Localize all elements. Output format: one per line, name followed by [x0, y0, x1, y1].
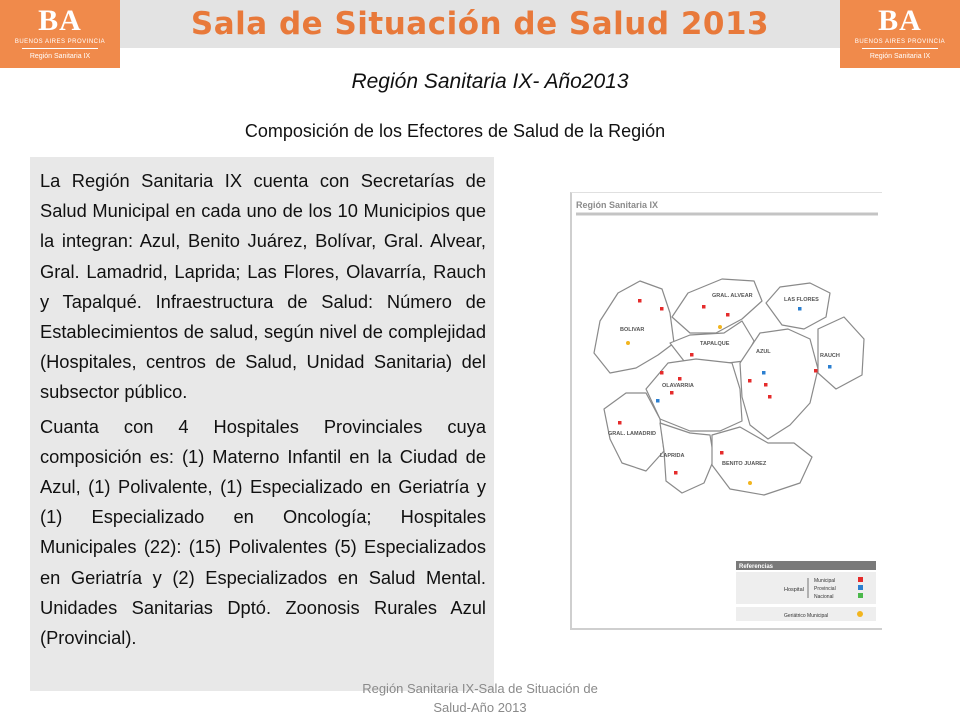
logo-mark: BA [38, 4, 82, 37]
marker-provincial [762, 371, 766, 375]
subtitle: Región Sanitaria IX- Año2013 [351, 70, 629, 93]
district-las-flores [766, 283, 830, 329]
marker-municipal [670, 391, 674, 395]
marker-municipal [674, 471, 678, 475]
legend-geriatrico: Geriátrico Municipal [784, 613, 829, 619]
paragraph-1: La Región Sanitaria IX cuenta con Secretarías de Salud Municipal en cada uno de los 10 Municipios que la integran: Azul, Benito Juárez, Bolívar, Gral. Alvear, Gral. Lamadrid, Laprida; Las Flores, Olavarría, Rauch y Tapalqué. Infraestructura de Salud: Número de Establecimientos de salud, según nivel de complejidad (Hospitales, centros de Salud, Unidad Sanitaria) del subsector público. [40, 170, 486, 403]
legend-nacional-swatch [858, 593, 863, 598]
footer [330, 679, 630, 717]
legend-provincial-swatch [858, 585, 863, 590]
marker-provincial [828, 365, 832, 369]
legend-municipal: Municipal [814, 578, 836, 584]
map-title: Región Sanitaria IX [576, 200, 659, 210]
marker-geriatrico [626, 341, 630, 345]
district-gral-alvear [672, 279, 762, 333]
marker-municipal [764, 383, 768, 387]
label-las-flores: LAS FLORES [784, 297, 819, 303]
logo-divider [22, 48, 98, 49]
logo-province: BUENOS AIRES PROVINCIA [14, 39, 106, 45]
logo-region: Región Sanitaria IX [869, 53, 931, 60]
label-rauch: RAUCH [820, 353, 840, 359]
page-title: Sala de Situación de Salud 2013 [190, 6, 770, 42]
logo-region: Región Sanitaria IX [29, 53, 91, 60]
marker-geriatrico [718, 325, 722, 329]
marker-municipal [748, 379, 752, 383]
marker-municipal [638, 299, 642, 303]
label-olavarria: OLAVARRIA [662, 383, 694, 389]
marker-municipal [678, 377, 682, 381]
district-azul [740, 329, 818, 439]
legend-provincial: Provincial [814, 586, 836, 592]
marker-geriatrico [748, 481, 752, 485]
label-tapalque: TAPALQUE [700, 341, 730, 347]
legend-nacional: Nacional [814, 594, 834, 600]
label-gral-alvear: GRAL. ALVEAR [712, 293, 753, 299]
logo-province: BUENOS AIRES PROVINCIA [854, 39, 946, 45]
marker-municipal [720, 451, 724, 455]
label-bolivar: BOLIVAR [620, 327, 645, 333]
marker-municipal [814, 369, 818, 373]
marker-municipal [618, 421, 622, 425]
region-map-svg [572, 193, 882, 629]
marker-municipal [660, 307, 664, 311]
ba-logo-left [0, 0, 120, 68]
marker-provincial [656, 399, 660, 403]
legend-hospital-label: Hospital [784, 587, 804, 593]
marker-municipal [660, 371, 664, 375]
marker-provincial [798, 307, 802, 311]
marker-municipal [768, 395, 772, 399]
section-heading: Composición de los Efectores de Salud de la Región [244, 121, 666, 141]
marker-municipal [690, 353, 694, 357]
marker-municipal [702, 305, 706, 309]
ba-logo-right [840, 0, 960, 68]
label-benito-juarez: BENITO JUAREZ [722, 461, 767, 467]
region-map [570, 192, 882, 630]
footer-line-2: Salud-Año 2013 [433, 700, 527, 715]
logo-mark: BA [878, 4, 922, 37]
legend-hospital-box [736, 572, 876, 604]
logo-divider [862, 48, 938, 49]
label-laprida: LAPRIDA [660, 453, 685, 459]
footer-line-1: Región Sanitaria IX-Sala de Situación de [362, 681, 598, 696]
text-box [30, 157, 494, 691]
legend-title: Referencias [739, 564, 774, 570]
map-legend [736, 561, 876, 621]
legend-municipal-swatch [858, 577, 863, 582]
paragraph-2: Cuanta con 4 Hospitales Provinciales cuya composición es: (1) Materno Infantil en la Ciudad de Azul, (1) Polivalente, (1) Especializado en Geriatría y (1) Especializado en Oncología; Hospitales Municipales (22): (15) Polivalentes (5) Especializados en Geriatría y (2) Especializados en Salud Mental. Unidades Sanitarias Dptó. Zoonosis Rurales Azul (Provincial). [40, 415, 486, 649]
label-azul: AZUL [756, 349, 771, 355]
legend-geriatrico-swatch [857, 611, 863, 617]
label-gral-lamadrid: GRAL. LAMADRID [608, 431, 656, 437]
marker-municipal [726, 313, 730, 317]
